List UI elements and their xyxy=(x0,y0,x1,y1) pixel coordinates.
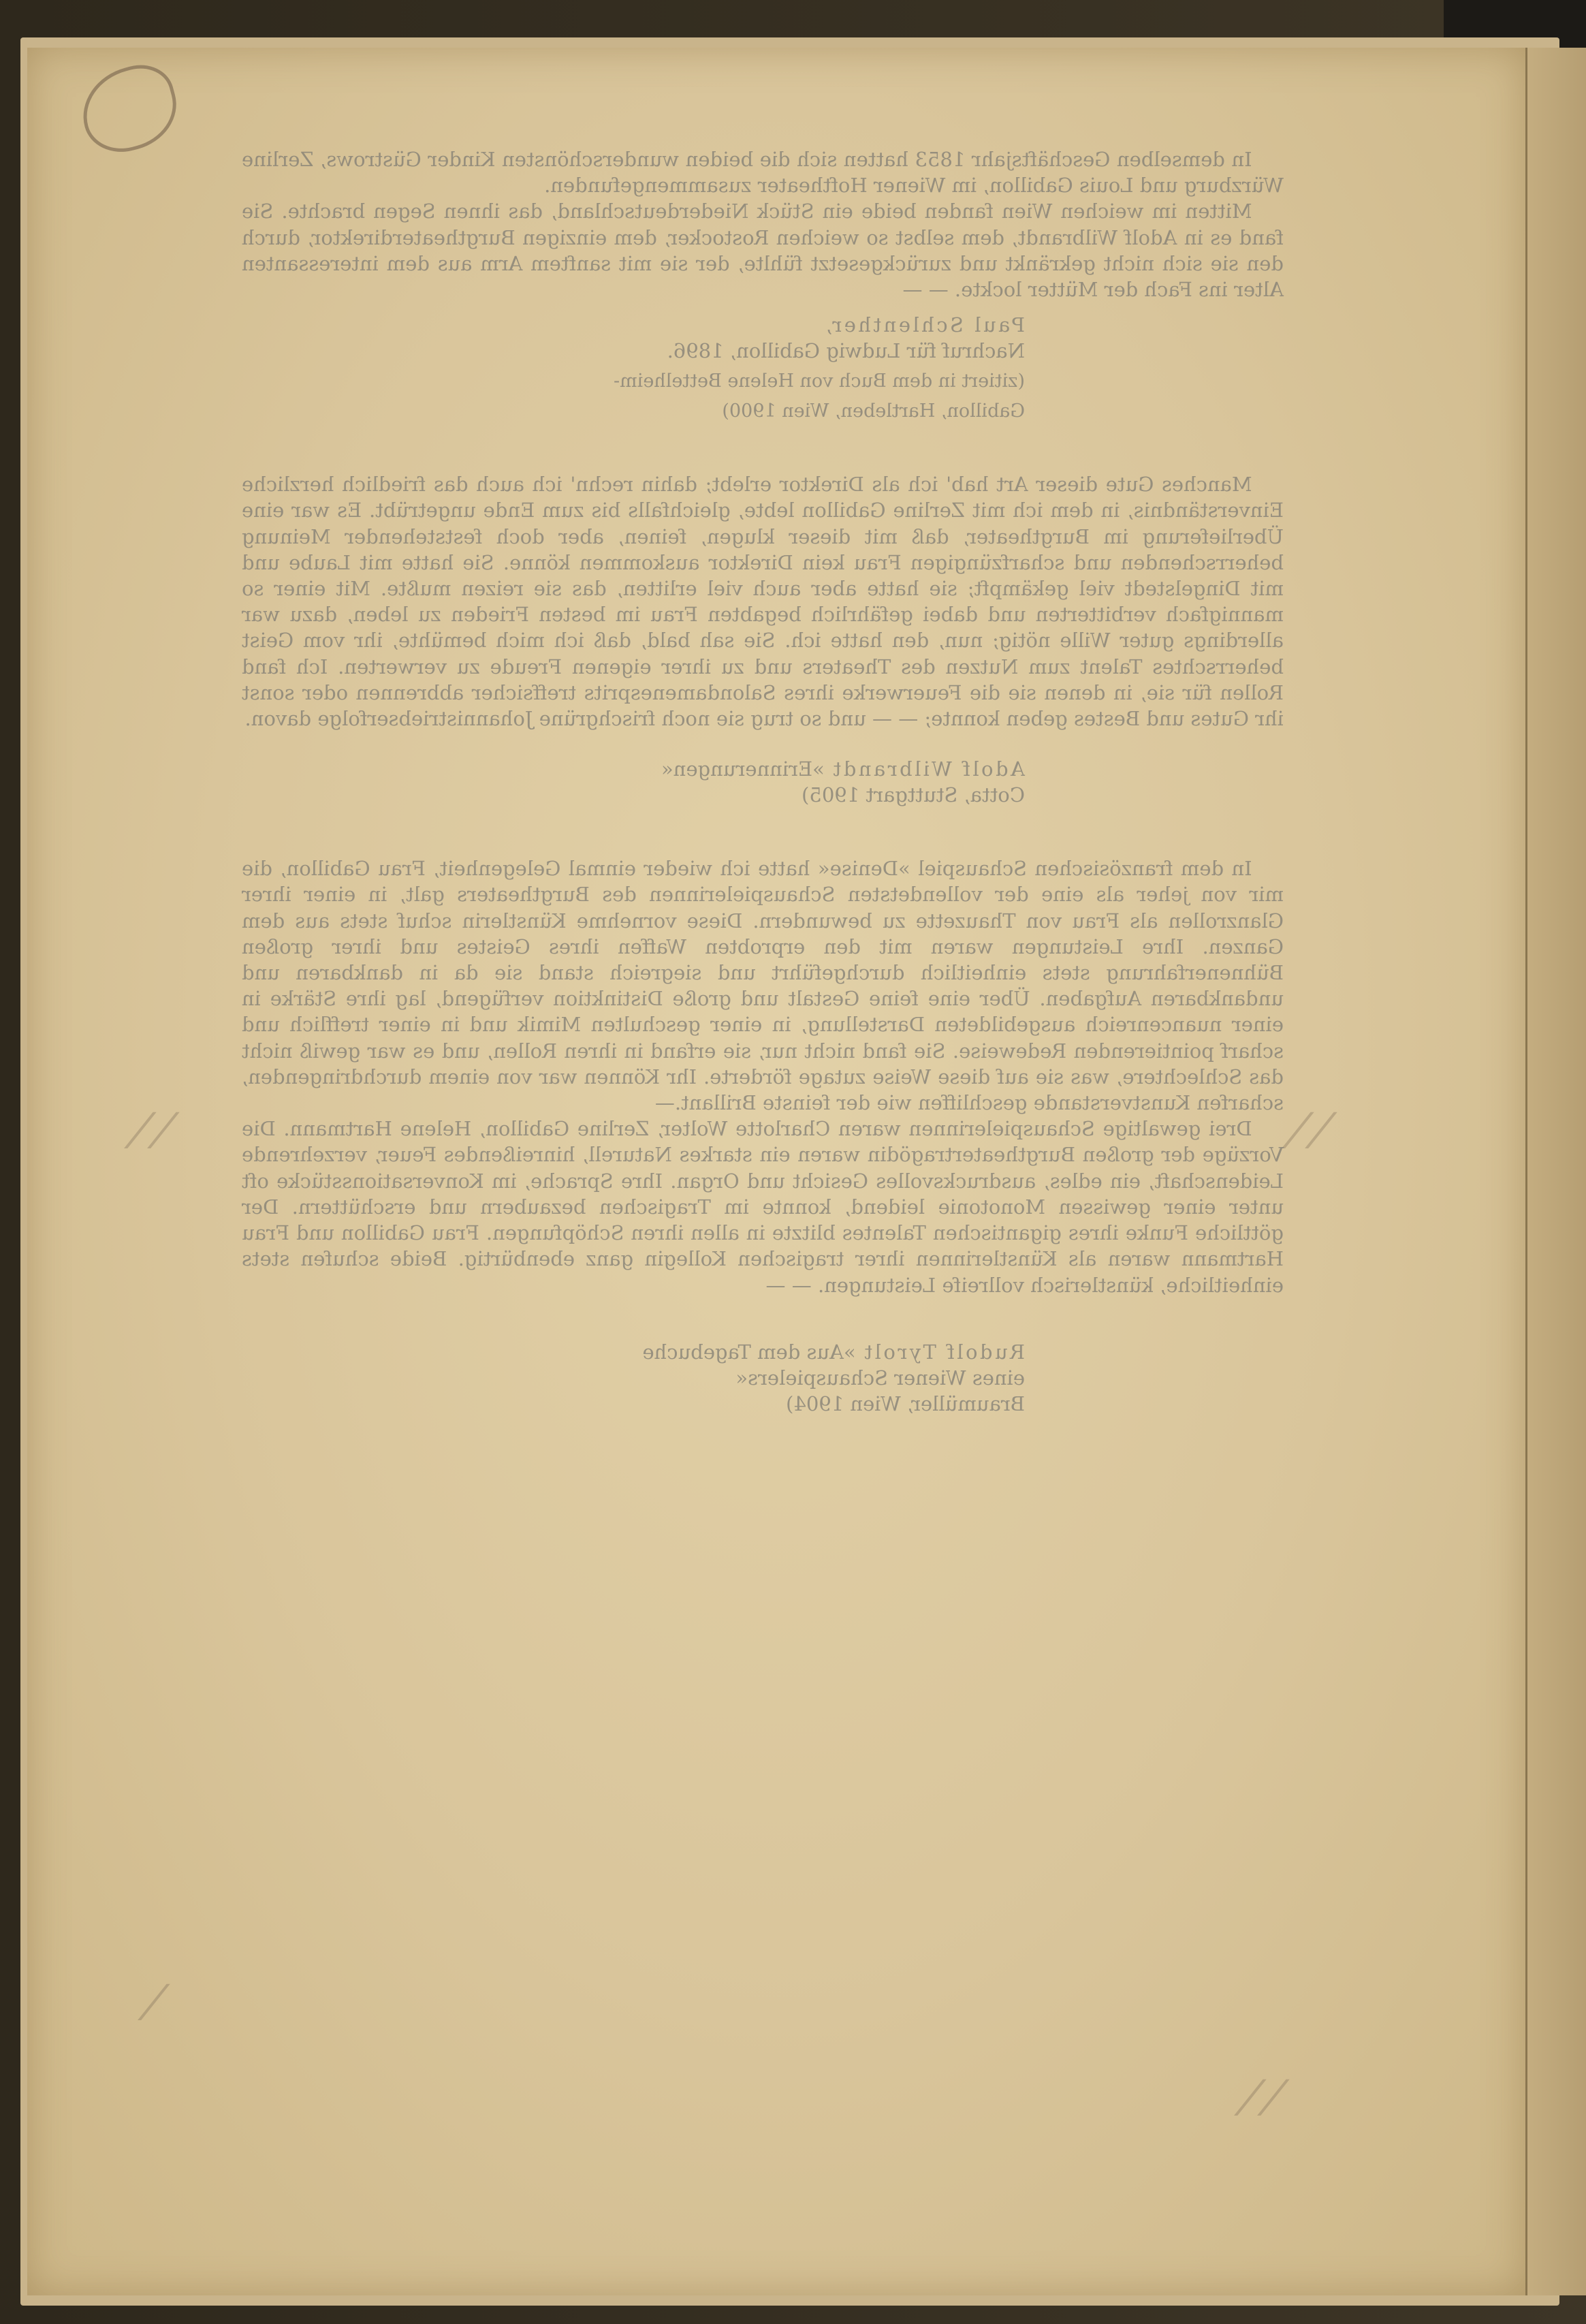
source-author: Rudolf Tyrolt xyxy=(862,1340,1025,1364)
paragraph: In dem französischen Schauspiel »Denise« hatte ich wieder einmal Gelegenheit, Frau Gabillon, die mir von jeher als eine der vollendetsten Schauspielerinnen des Burgtheaters galt, in einer ihrer Glanzrollen als Frau von Thauzette zu bewundern. Diese vornehme Künstlerin schuf stets aus dem Ganzen. Ihre Leistungen waren mit den erprobten Waffen ihres Geistes und ihrer großen Bühnenerfahrung stets einheitlich durchgeführt und siegreich stand sie da in dankbaren und undankbaren Aufgaben. Über eine feine Gestalt und große Distinktion verfügend, lag ihre Stärke in einer nuancenreich ausgebildeten Darstellung, in einer geschulten Mimik und in einer trefflich und scharf pointierenden Redeweise. Sie fand nicht nur, sie erfand in ihren Rollen, und es war gewiß nicht das Schlechtere, was sie auf diese Weise zutage förderte. Ihr Können war von einem durchdringenden, scharfen Kunstverstande geschliffen wie der feinste Brillant.— xyxy=(242,857,1284,1115)
pencil-scribble: ⁄ ⁄ xyxy=(136,1103,168,1159)
pencil-scribble: ⁄ xyxy=(150,1975,158,2031)
source-note: Gabillon, Hartleben, Wien 1900) xyxy=(722,401,1025,422)
source-title: »Aus dem Tagebuche xyxy=(642,1340,856,1364)
page-right-strip xyxy=(1525,48,1586,2295)
mirrored-bleed-through-text xyxy=(242,146,1284,1417)
pencil-scribble: ⁄ ⁄ xyxy=(1294,1103,1325,1159)
source-line: Nachruf für Ludwig Gabillon, 1896. xyxy=(667,339,1025,363)
source-citation xyxy=(242,756,1284,808)
source-note: (zitiert in dem Buch von Helene Bettelheim- xyxy=(613,371,1025,392)
paragraph: Manches Gute dieser Art hab' ich als Direktor erlebt; dahin rechn' ich auch das friedlich herzliche Einverständnis, in dem ich mit Zerline Gabillon lebte, gleichfalls bis zum Ende ungetrübt. Es war eine Überlieferung im Burgtheater, daß mit dieser klugen, feinen, aber doch feststehender Meinung beherrschenden und scharfzüngigen Frau kein Direktor auskommen könne. Sie hatte mit Laube und mit Dingelstedt viel gekämpft; sie hatte aber auch viel erlitten, das sie reizen mußte. Mit einer so mannigfach verbitterten und dabei gefährlich begabten Frau im besten Frieden zu leben, dazu war allerdings guter Wille nötig; nun, den hatte ich. Sie sah bald, daß ich mich bemühte, ihr vom Geist beherrschtes Talent zum Nutzen des Theaters und zu ihrer eigenen Freude zu verwerten. Ich fand Rollen für sie, in denen sie die Feuerwerke ihres Salondamenesprits treffsicher abbrennen oder sonst ihr Gutes und Bestes geben konnte; — — und so trug sie noch frischgrüne Johannistriebserfolge davon. xyxy=(242,473,1284,731)
source-title: »Erinnerungen« xyxy=(661,757,825,781)
paragraph: Drei gewaltige Schauspielerinnen waren Charlotte Wolter, Zerline Gabillon, Helene Hartmann. Die Vorzüge der großen Burgtheatertragödin waren ein starkes Naturell, hinreißendes Feuer, verzehrende Leidenschaft, ein edles, ausdrucksvolles Gesicht und Organ. Ihre Sprache, im Konversationsstücke oft unter einer gewissen Monotonie leidend, konnte im Tragischen bezaubern und erschüttern. Der göttliche Funke ihres gigantischen Talentes blitzte in allen ihren Schöpfungen. Frau Gabillon und Frau Hartmann waren als Künstlerinnen ihrer tragischen Kollegin ganz ebenbürtig. Beide schufen stets einheitliche, künstlerisch vollreife Leistungen. — — xyxy=(242,1117,1284,1297)
source-author: Adolf Wilbrandt xyxy=(831,757,1025,781)
source-citation xyxy=(242,1339,1284,1417)
source-citation xyxy=(242,312,1284,424)
paragraph: Mitten im weichen Wien fanden beide ein Stück Niederdeutschland, das ihnen Segen brachte. Sie fand es in Adolf Wilbrandt, dem selbst so weichen Rostocker, dem einzigen Burgtheaterdirektor, durch den sie sich nicht gekränkt und zurückgesetzt fühlte, der sie mit sanftem Arm aus dem interessanten Alter ins Fach der Mütter lockte. — — xyxy=(242,200,1284,302)
source-author: Paul Schlenther, xyxy=(823,313,1025,337)
source-line: Braumüller, Wien 1904) xyxy=(786,1392,1025,1415)
pencil-scribble: ⁄ ⁄ xyxy=(1246,2071,1278,2126)
paragraph: In demselben Geschäftsjahr 1853 hatten sich die beiden wunderschönsten Kinder Güstrows, Zerline Würzburg und Louis Gabillon, im Wiener Hoftheater zusammengefunden. xyxy=(242,148,1284,198)
source-line: Cotta, Stuttgart 1905) xyxy=(802,783,1025,807)
source-line: eines Wiener Schauspielers« xyxy=(735,1366,1025,1389)
